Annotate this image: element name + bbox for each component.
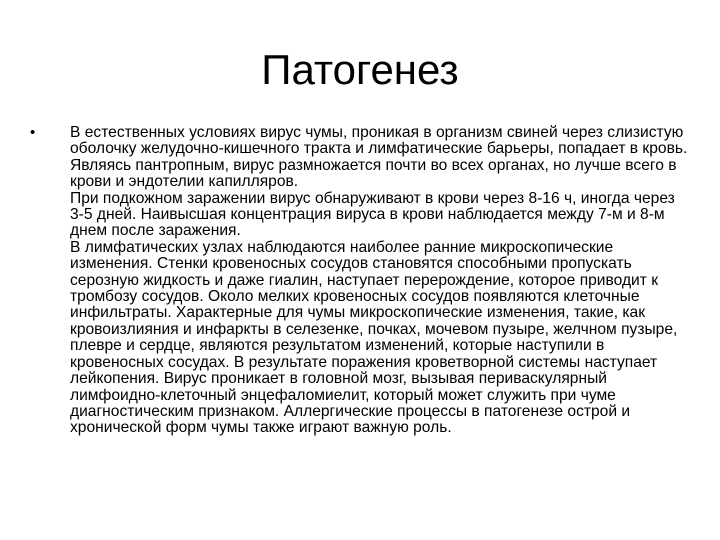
bullet-text	[70, 125, 690, 437]
paragraph-infection-route: В естественных условиях вирус чумы, проникая в организм свиней через слизистую оболочку желудочно-кишечного тракта и лимфатические барьеры, попадает в кровь. Являясь пантропным, вирус размножается почти во всех органах, но лучше всего в крови и эндотелии капилляров.	[70, 124, 688, 191]
slide-title: Патогенез	[261, 46, 459, 93]
paragraph-blood-detection: При подкожном заражении вирус обнаруживают в крови через 8-16 ч, иногда через 3-5 дней. Наивысшая концентрация вируса в крови наблюдается между 7-м и 8-м днем после заражения.	[70, 189, 675, 240]
bullet-icon: •	[30, 124, 36, 141]
paragraph-lymph-changes: В лимфатических узлах наблюдаются наиболее ранние микроскопические изменения. Стенки кровеносных сосудов становятся способными пропускать серозную жидкость и даже гиалин, наступает перерождение, которое приводит к тромбозу сосудов. Около мелких кровеносных сосудов появляются клеточные инфильтраты. Характерные для чумы микроскопические изменения, такие, как кровоизлияния и инфаркты в селезенке, почках, мочевом пузыре, желчном пузыре, плевре и сердце, являются результатом изменений, которые наступили в кровеносных сосудах. В результате поражения кроветворной системы наступает лейкопения. Вирус проникает в головной мозг, вызывая периваскулярный лимфоидно-клеточный энцефаломиелит, который может служить при чуме диагностическим признаком. Аллергические процессы в патогенезе острой и хронической форм чумы также играют важную роль.	[70, 238, 678, 437]
